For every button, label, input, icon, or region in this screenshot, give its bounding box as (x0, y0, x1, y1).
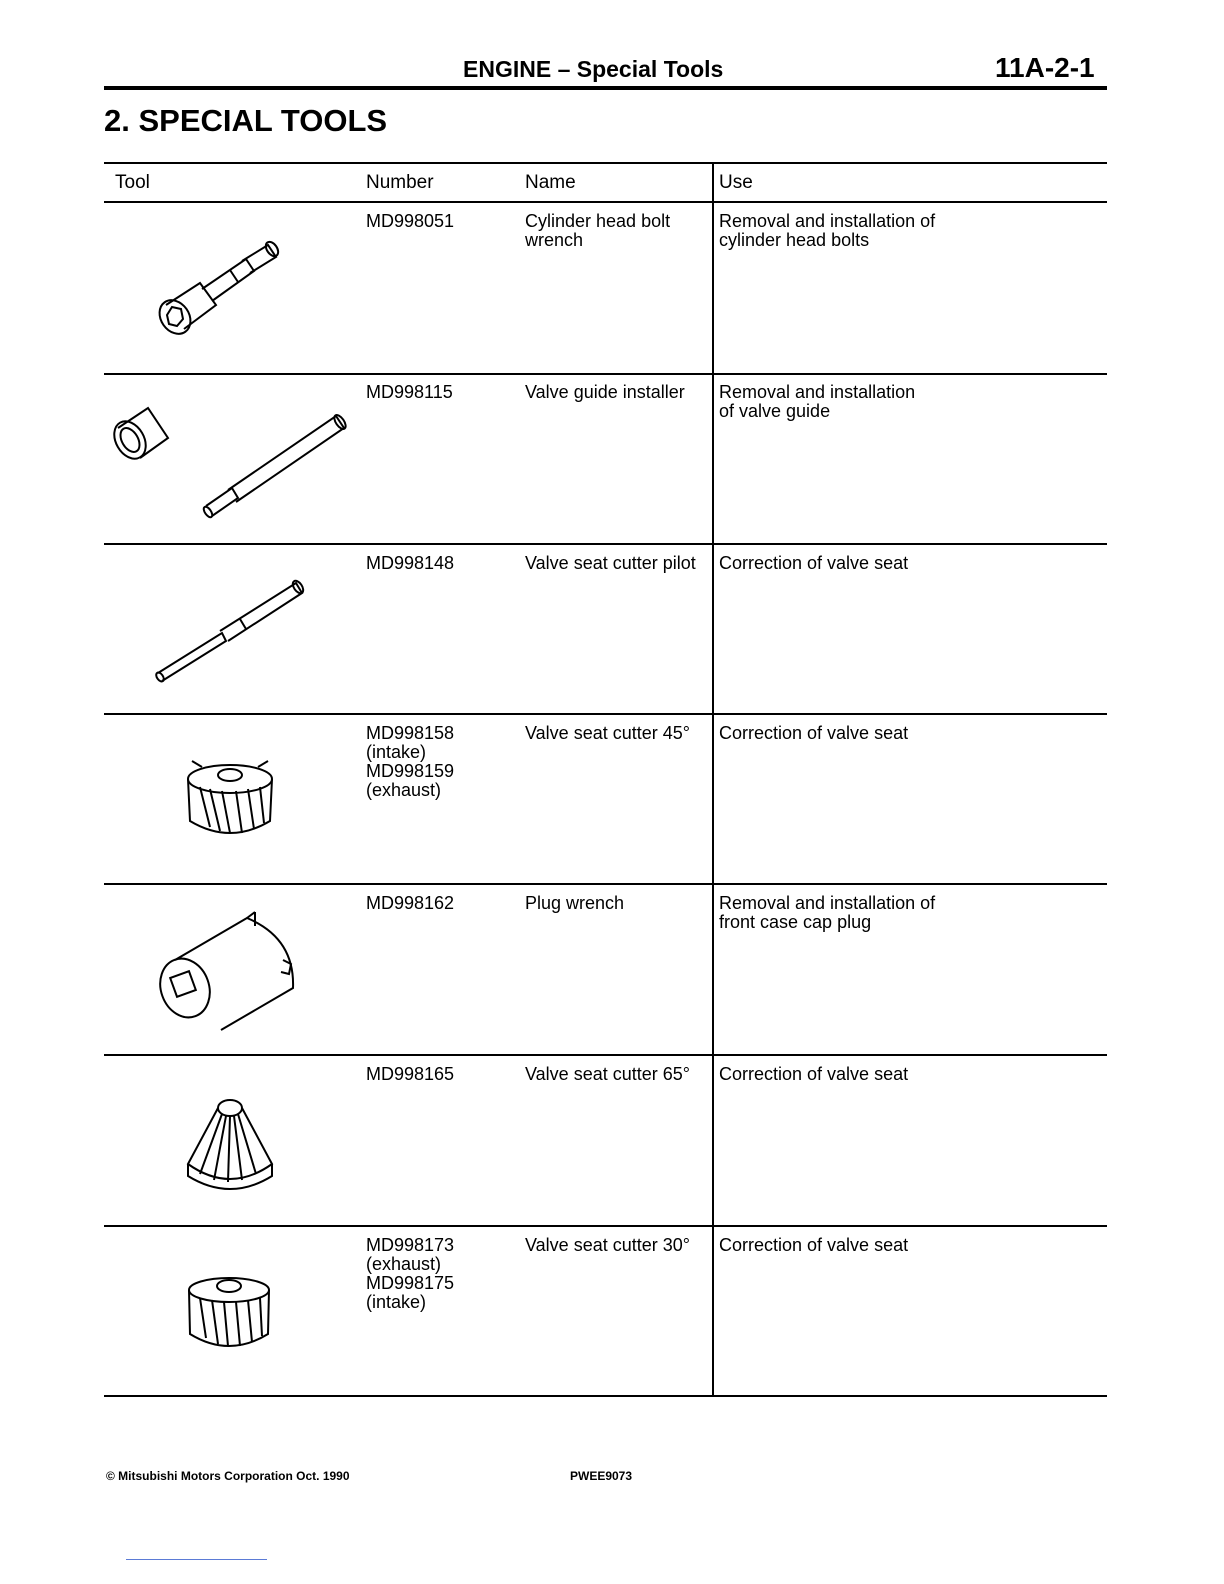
row-divider (104, 713, 1107, 715)
table-top-rule (104, 162, 1107, 164)
tool-number: MD998148 (366, 553, 455, 573)
tool-use: Removal and installation of valve guide (719, 382, 916, 421)
tool-use: Correction of valve seat (719, 723, 909, 743)
tool-name: Valve seat cutter 30° (525, 1235, 690, 1255)
running-header-title: ENGINE – Special Tools (463, 56, 724, 82)
row-divider (104, 883, 1107, 885)
tool-number: MD998115 (366, 382, 453, 402)
page-number: 11A-2-1 (995, 52, 1095, 83)
tool-name: Cylinder head bolt wrench (525, 211, 671, 250)
tool-use: Correction of valve seat (719, 553, 909, 573)
cutter-pilot-icon (150, 575, 315, 685)
tool-number: MD998158 (intake) MD998159 (exhaust) (366, 723, 455, 800)
use-column-divider (712, 162, 714, 1397)
tool-name: Valve seat cutter 65° (525, 1064, 690, 1084)
table-bottom-rule (104, 1395, 1107, 1397)
tool-number: MD998051 (366, 211, 455, 231)
row-divider (104, 543, 1107, 545)
section-title: 2. SPECIAL TOOLS (104, 103, 388, 138)
header-rule (104, 86, 1107, 90)
plug-wrench-icon (155, 908, 303, 1033)
column-header-name: Name (525, 172, 576, 193)
seat-cutter-65-icon (182, 1094, 278, 1192)
copyright-footer: © Mitsubishi Motors Corporation Oct. 1990 (106, 1469, 350, 1483)
column-header-tool: Tool (115, 172, 150, 193)
seat-cutter-45-icon (184, 757, 276, 841)
row-divider (104, 1225, 1107, 1227)
socket-extension-icon (150, 235, 300, 345)
tool-name: Valve seat cutter pilot (525, 553, 696, 573)
column-header-number: Number (366, 172, 434, 193)
publication-code: PWEE9073 (570, 1469, 633, 1483)
column-header-use: Use (719, 172, 753, 193)
tool-use: Correction of valve seat (719, 1235, 909, 1255)
tool-name: Plug wrench (525, 893, 625, 913)
tool-use: Correction of valve seat (719, 1064, 909, 1084)
seat-cutter-30-icon (184, 1272, 274, 1354)
tool-name: Valve guide installer (525, 382, 685, 402)
tool-name: Valve seat cutter 45° (525, 723, 690, 743)
row-divider (104, 373, 1107, 375)
row-divider (104, 1054, 1107, 1056)
tool-use: Removal and installation of cylinder head bolts (719, 211, 936, 250)
tool-number: MD998165 (366, 1064, 455, 1084)
valve-guide-installer-icon (108, 398, 358, 528)
table-header-rule (104, 201, 1107, 203)
blue-underline (126, 1559, 267, 1560)
tool-use: Removal and installation of front case cap plug (719, 893, 936, 932)
tool-number: MD998162 (366, 893, 455, 913)
tool-number: MD998173 (exhaust) MD998175 (intake) (366, 1235, 455, 1312)
